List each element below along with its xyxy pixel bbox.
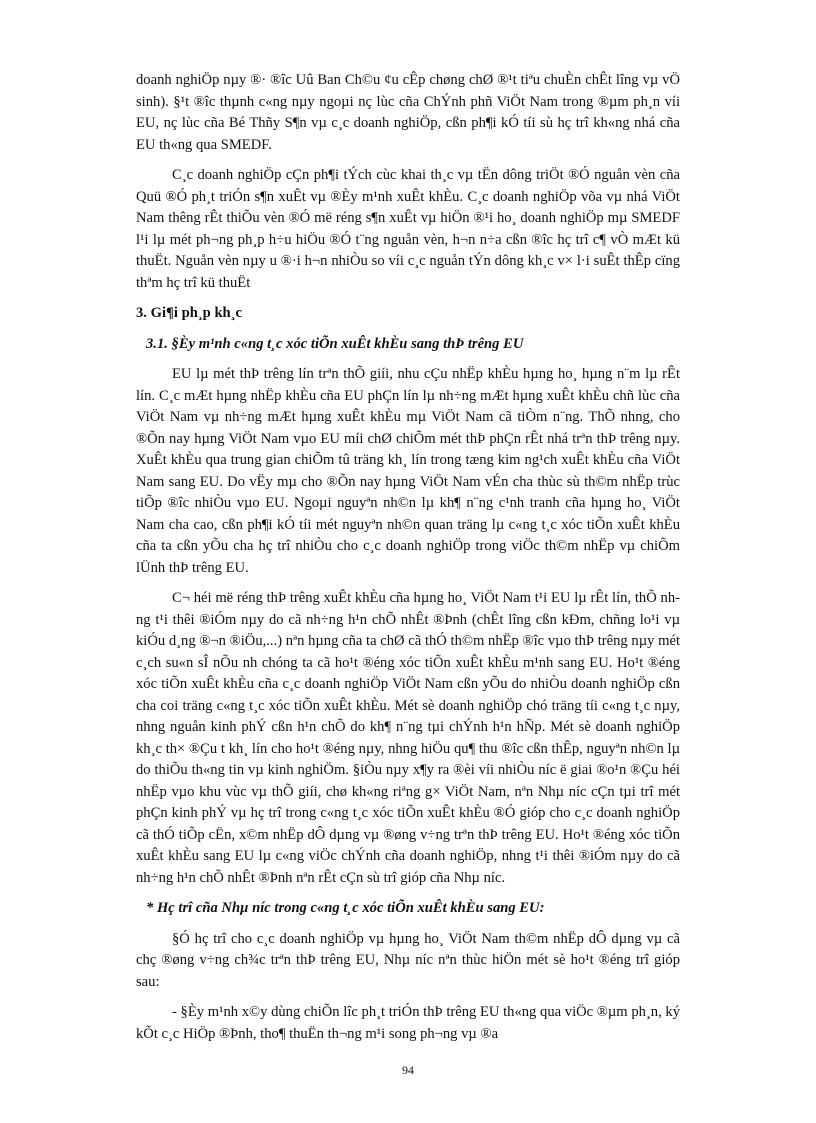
list-item: - §Èy m¹nh x©y dùng chiÕn lîc ph¸t triÓn thÞ trêng EU th«ng qua viÖc ®µm ph¸n, ký kÕt c¸c HiÖp ®Þnh, tho¶ thuËn th¬ng m¹i song ph¬ng vµ ®a: [136, 1004, 680, 1042]
state-support-heading: * Hç trî cña Nhµ níc trong c«ng t¸c xóc tiÕn xuÊt khÈu sang EU:: [146, 900, 545, 916]
paragraph-smedf-funding: C¸c doanh nghiÖp cÇn ph¶i tÝch cùc khai th¸c vµ tËn dông triÖt ®Ó nguån vèn cña Quü ®Ó ph¸t triÓn s¶n xuÊt vµ ®Èy m¹nh xuÊt khÈu. C¸c doanh nghiÖp võa vµ nhá ViÖt Nam thêng rÊt thiÕu vèn ®Ó më réng s¶n xuÊt vµ hiÖn ®¹i ho¸ doanh nghiÖp mµ SMEDF l¹i lµ mét ph¬ng ph¸p h÷u hiÖu ®Ó t¨ng nguån vèn, h¬n n÷a cßn ®îc hç trî c¶ vÒ mÆt kü thuËt. Nguån vèn nµy u ®·i h¬n nhiÒu so víi c¸c nguån tÝn dông kh¸c v× l·i suÊt thÊp cïng thªm hç trî kü thuËt: [136, 167, 680, 291]
paragraph-export-promotion: C¬ héi më réng thÞ trêng xuÊt khÈu cña hµng ho¸ ViÖt Nam t¹i EU lµ rÊt lín, thÕ nhng t¹i thêi ®iÓm nµy do cã nh÷ng h¹n chÕ nhÊt ®Þnh (chÊt lîng cßn kÐm, chñng lo¹i vµ kiÓu d¸ng ®¬n ®iÖu,...) nªn hµng cña ta chØ cã thÓ th©m nhËp ®îc vµo thÞ trêng nµy mét c¸ch su«n sÎ nÕu nh chóng ta cã ho¹t ®éng xóc tiÕn xuÊt khÈu m¹nh sang EU. Ho¹t ®éng xóc tiÕn xuÊt khÈu cña c¸c doanh nghiÖp ViÖt Nam cßn yÕu do nhiÒu doanh nghiÖp cßn cha coi träng c«ng t¸c xóc tiÕn xuÊt khÈu. Mét sè doanh nghiÖp chó träng tíi c«ng t¸c nµy, nhng nguån kinh phÝ cßn h¹n chÕ do kh¶ n¨ng tµi chÝnh h¹n hÑp. Mét sè doanh nghiÖp kh¸c th× ®Çu t kh¸ lín cho ho¹t ®éng nµy, nhng hiÖu qu¶ thu ®îc cßn thÊp, nguyªn nh©n lµ do thiÕu th«ng tin vµ kinh nghiÖm. §iÒu nµy x¶y ra ®èi víi nhiÒu níc ë giai ®o¹n ®Çu héi nhËp vµo khu vùc vµ thÕ giíi, chø kh«ng riªng g× ViÖt Nam, nªn Nhµ níc cÇn tµi trî mét phÇn kinh phÝ vµ hç trî trong c«ng t¸c xóc tiÕn xuÊt khÈu ®Ó gióp cho c¸c doanh nghiÖp cã thÓ tiÕp cËn, x©m nhËp dÔ dµng vµ ®øng v÷ng trªn thÞ trêng EU. Ho¹t ®éng xóc tiÕn xuÊt khÈu sang EU lµ c«ng viÖc chÝnh cña doanh nghiÖp, nhng t¹i thêi ®iÓm nµy do cã nh÷ng h¹n chÕ nhÊt ®Þnh nªn rÊt cÇn sù trî gióp cña Nhµ níc.: [136, 590, 680, 886]
page-number: 94: [402, 1063, 414, 1077]
paragraph-continuation: doanh nghiÖp nµy ®· ®îc Uû Ban Ch©u ¢u cÊp chøng chØ ®¹t tiªu chuÈn chÊt lîng vµ vÖ sinh). §¹t ®îc thµnh c«ng nµy ngoµi nç lùc cña ChÝnh phñ ViÖt Nam trong ®µm ph¸n víi EU, nç lùc cña Bé Thñy S¶n vµ c¸c doanh nghiÖp, cßn ph¶i kÓ tíi sù hç trî kh«ng nhá cña EU th«ng qua SMEDF.: [136, 72, 680, 153]
paragraph-state-support: §Ó hç trî cho c¸c doanh nghiÖp vµ hµng ho¸ ViÖt Nam th©m nhËp dÔ dµng vµ cã chç ®øng v÷ng ch¾c trªn thÞ trêng EU, Nhµ níc nªn thùc hiÖn mét sè ho¹t ®éng trî gióp sau:: [136, 930, 680, 990]
section-heading: 3. Gi¶i ph¸p kh¸c: [136, 305, 243, 321]
paragraph-eu-market: EU lµ mét thÞ trêng lín trªn thÕ giíi, nhu cÇu nhËp khÈu hµng ho¸ hµng n¨m lµ rÊt lín. C¸c mÆt hµng nhËp khÈu cña EU phÇn lín lµ nh÷ng mÆt hµng xuÊt khÈu chñ lùc cña ViÖt Nam vµ nh÷ng mÆt hµng xuÊt khÈu mµ ViÖt Nam cã tiÒm n¨ng. ThÕ nhng, cho ®Õn nay hµng ViÖt Nam vµo EU míi chØ chiÕm mét thÞ phÇn rÊt nhá trªn thÞ trêng nµy. XuÊt khÈu qua trung gian chiÕm tû träng kh¸ lín trong tæng kim ng¹ch xuÊt khÈu cña ViÖt Nam sang EU. Do vËy mµ cho ®Õn nay hµng ViÖt Nam vÉn cha thùc sù th©m nhËp trùc tiÕp ®îc nhiÒu vµo EU. Ngoµi nguyªn nh©n lµ kh¶ n¨ng c¹nh tranh cña hµng ho¸ ViÖt Nam cha cao, cßn ph¶i kÓ tíi mét nguyªn nh©n quan träng lµ c«ng t¸c xóc tiÕn xuÊt khÈu cña ta cßn yÕu cha hç trî nhiÒu cho c¸c doanh nghiÖp trong viÖc th©m nhËp vµ chiÕm lÜnh thÞ trêng EU.: [136, 366, 680, 576]
subsection-heading: 3.1. §Èy m¹nh c«ng t¸c xóc tiÕn xuÊt khÈu sang thÞ trêng EU: [146, 335, 524, 352]
document-page: [136, 70, 680, 1054]
